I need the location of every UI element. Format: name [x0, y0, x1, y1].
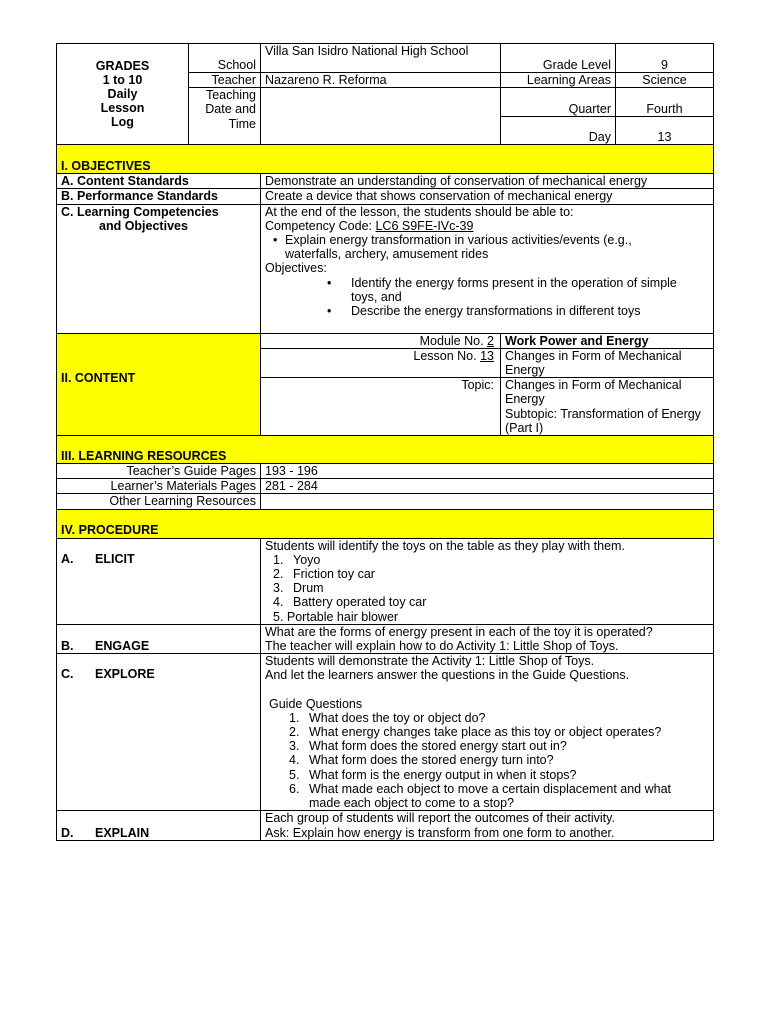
competency-bullet: • Explain energy transformation in various activities/events (e.g., waterfalls, archery, amusement rides	[265, 233, 709, 261]
lesson-log-table	[56, 43, 714, 841]
explain-line: Ask: Explain how energy is transform from one form to another.	[265, 825, 615, 840]
elicit-item-text: Battery operated toy car	[293, 595, 427, 610]
performance-standards-label: B. Performance Standards	[57, 189, 261, 204]
engage-title: ENGAGE	[95, 639, 150, 654]
module-value: Work Power and Energy	[501, 333, 714, 348]
elicit-item-text: Drum	[293, 581, 324, 596]
explore-title: EXPLORE	[95, 667, 155, 682]
guide-question-number: 1.	[289, 710, 300, 725]
resources-heading: III. LEARNING RESOURCES	[57, 436, 714, 464]
learners-materials-value: 281 - 284	[261, 479, 714, 494]
elicit-content	[261, 538, 714, 624]
competencies-label-line: C. Learning Competencies	[61, 204, 219, 219]
elicit-last-item: 5. Portable hair blower	[273, 609, 399, 624]
grades-title-line: Daily	[107, 87, 138, 102]
teachers-guide-value: 193 - 196	[261, 464, 714, 479]
learning-areas-value: Science	[616, 73, 714, 88]
guide-question-number: 5.	[289, 767, 300, 782]
explore-spacer	[265, 683, 709, 697]
elicit-item	[265, 595, 709, 609]
performance-standards-value: Create a device that shows conservation of mechanical energy	[261, 189, 714, 204]
school-label: School	[189, 44, 261, 73]
teacher-label: Teacher	[189, 73, 261, 88]
elicit-item-number: 3.	[273, 581, 284, 596]
teachers-guide-label: Teacher’s Guide Pages	[57, 464, 261, 479]
guide-question	[265, 711, 709, 725]
grade-level-label: Grade Level	[501, 44, 616, 73]
grades-title-line: 1 to 10	[102, 73, 143, 88]
lesson-value: Changes in Form of Mechanical Energy	[501, 348, 714, 377]
quarter-label: Quarter	[501, 88, 616, 117]
guide-question-text: What energy changes take place as this toy or object operates?	[309, 725, 662, 740]
procedure-heading: IV. PROCEDURE	[57, 509, 714, 538]
guide-question-number: 4.	[289, 753, 300, 768]
explain-label	[57, 811, 261, 840]
elicit-item-text: Friction toy car	[293, 567, 375, 582]
objectives-label: Objectives:	[265, 261, 327, 276]
elicit-item	[265, 567, 709, 581]
elicit-intro: Students will identify the toys on the table as they play with them.	[265, 538, 625, 553]
grades-title	[57, 44, 189, 145]
guide-question	[265, 753, 709, 767]
explain-title: EXPLAIN	[95, 825, 150, 840]
lesson-number: 13	[480, 348, 494, 363]
subtopic-label-cell	[261, 407, 501, 436]
competencies-label	[57, 204, 261, 333]
engage-content	[261, 624, 714, 653]
elicit-title: ELICIT	[95, 551, 135, 566]
guide-question-number: 6.	[289, 781, 300, 796]
teaching-date-label-line: Time	[228, 116, 256, 131]
objectives-heading: I. OBJECTIVES	[57, 145, 714, 174]
content-standards-value: Demonstrate an understanding of conservation of mechanical energy	[261, 174, 714, 189]
lesson-label-cell	[261, 348, 501, 377]
guide-question-text: What form is the energy output in when it stops?	[309, 767, 577, 782]
guide-question-text: What form does the stored energy turn into?	[309, 753, 554, 768]
explore-line: Students will demonstrate the Activity 1: Little Shop of Toys.	[265, 654, 595, 669]
guide-question	[265, 725, 709, 739]
elicit-letter: A.	[61, 551, 74, 566]
module-label: Module No.	[419, 333, 488, 348]
elicit-item-text: Yoyo	[293, 552, 321, 567]
elicit-item	[265, 553, 709, 567]
guide-question	[265, 768, 709, 782]
elicit-item	[265, 581, 709, 595]
quarter-value: Fourth	[616, 88, 714, 117]
module-label-cell	[261, 333, 501, 348]
guide-question	[265, 782, 709, 810]
lesson-label: Lesson No.	[413, 348, 481, 363]
elicit-label	[57, 538, 261, 624]
engage-letter: B.	[61, 639, 74, 654]
elicit-item-number: 2.	[273, 567, 284, 582]
teaching-date-label-line: Date and	[205, 102, 256, 117]
topic-value: Changes in Form of Mechanical Energy	[501, 378, 714, 407]
explore-letter: C.	[61, 667, 74, 682]
elicit-item-number: 4.	[273, 595, 284, 610]
grade-level-value: 9	[616, 44, 714, 73]
other-resources-value	[261, 494, 714, 509]
competencies-value	[261, 204, 714, 333]
competency-code-label: Competency Code:	[265, 218, 376, 233]
grades-title-line: GRADES	[95, 59, 150, 74]
explore-content	[261, 654, 714, 811]
guide-question-text: What does the toy or object do?	[309, 710, 486, 725]
subtopic-value: Subtopic: Transformation of Energy (Part I)	[501, 407, 714, 436]
grades-title-line: Log	[111, 115, 134, 130]
day-value: 13	[616, 117, 714, 145]
school-value: Villa San Isidro National High School	[261, 44, 501, 73]
guide-questions-heading: Guide Questions	[269, 696, 363, 711]
objective-item: • Describe the energy transformations in different toys	[265, 304, 709, 318]
other-resources-label: Other Learning Resources	[57, 494, 261, 509]
explore-line: And let the learners answer the questions in the Guide Questions.	[265, 668, 630, 683]
engage-label	[57, 624, 261, 653]
elicit-item-number: 1.	[273, 552, 284, 567]
learning-areas-label: Learning Areas	[501, 73, 616, 88]
engage-line: The teacher will explain how to do Activity 1: Little Shop of Toys.	[265, 639, 619, 654]
guide-question-text: What made each object to move a certain displacement and what made each object to come to a stop?	[309, 781, 672, 811]
competency-code-value: LC6 S9FE-IVc-39	[375, 218, 474, 233]
day-label: Day	[501, 117, 616, 145]
guide-question-number: 2.	[289, 725, 300, 740]
guide-question-text: What form does the stored energy start out in?	[309, 739, 567, 754]
engage-line: What are the forms of energy present in each of the toy it is operated?	[265, 624, 653, 639]
learners-materials-label: Learner’s Materials Pages	[57, 479, 261, 494]
objective-item: • Identify the energy forms present in the operation of simple toys, and	[265, 276, 709, 304]
grades-title-line: Lesson	[100, 101, 145, 116]
explain-content	[261, 811, 714, 840]
explain-letter: D.	[61, 825, 74, 840]
guide-question-number: 3.	[289, 739, 300, 754]
topic-label: Topic:	[261, 378, 501, 407]
teaching-date-value	[261, 88, 501, 145]
lesson-log-page	[56, 43, 713, 841]
teaching-date-label-line: Teaching	[205, 88, 256, 103]
competencies-intro: At the end of the lesson, the students should be able to:	[265, 204, 574, 219]
module-number: 2	[487, 333, 494, 348]
teaching-date-label	[189, 88, 261, 145]
content-standards-label: A. Content Standards	[57, 174, 261, 189]
competencies-label-line: and Objectives	[99, 218, 188, 233]
competency-code	[265, 219, 709, 233]
guide-question	[265, 739, 709, 753]
explore-label	[57, 654, 261, 811]
content-heading: II. CONTENT	[57, 333, 261, 435]
teacher-value: Nazareno R. Reforma	[261, 73, 501, 88]
explain-line: Each group of students will report the outcomes of their activity.	[265, 811, 615, 826]
